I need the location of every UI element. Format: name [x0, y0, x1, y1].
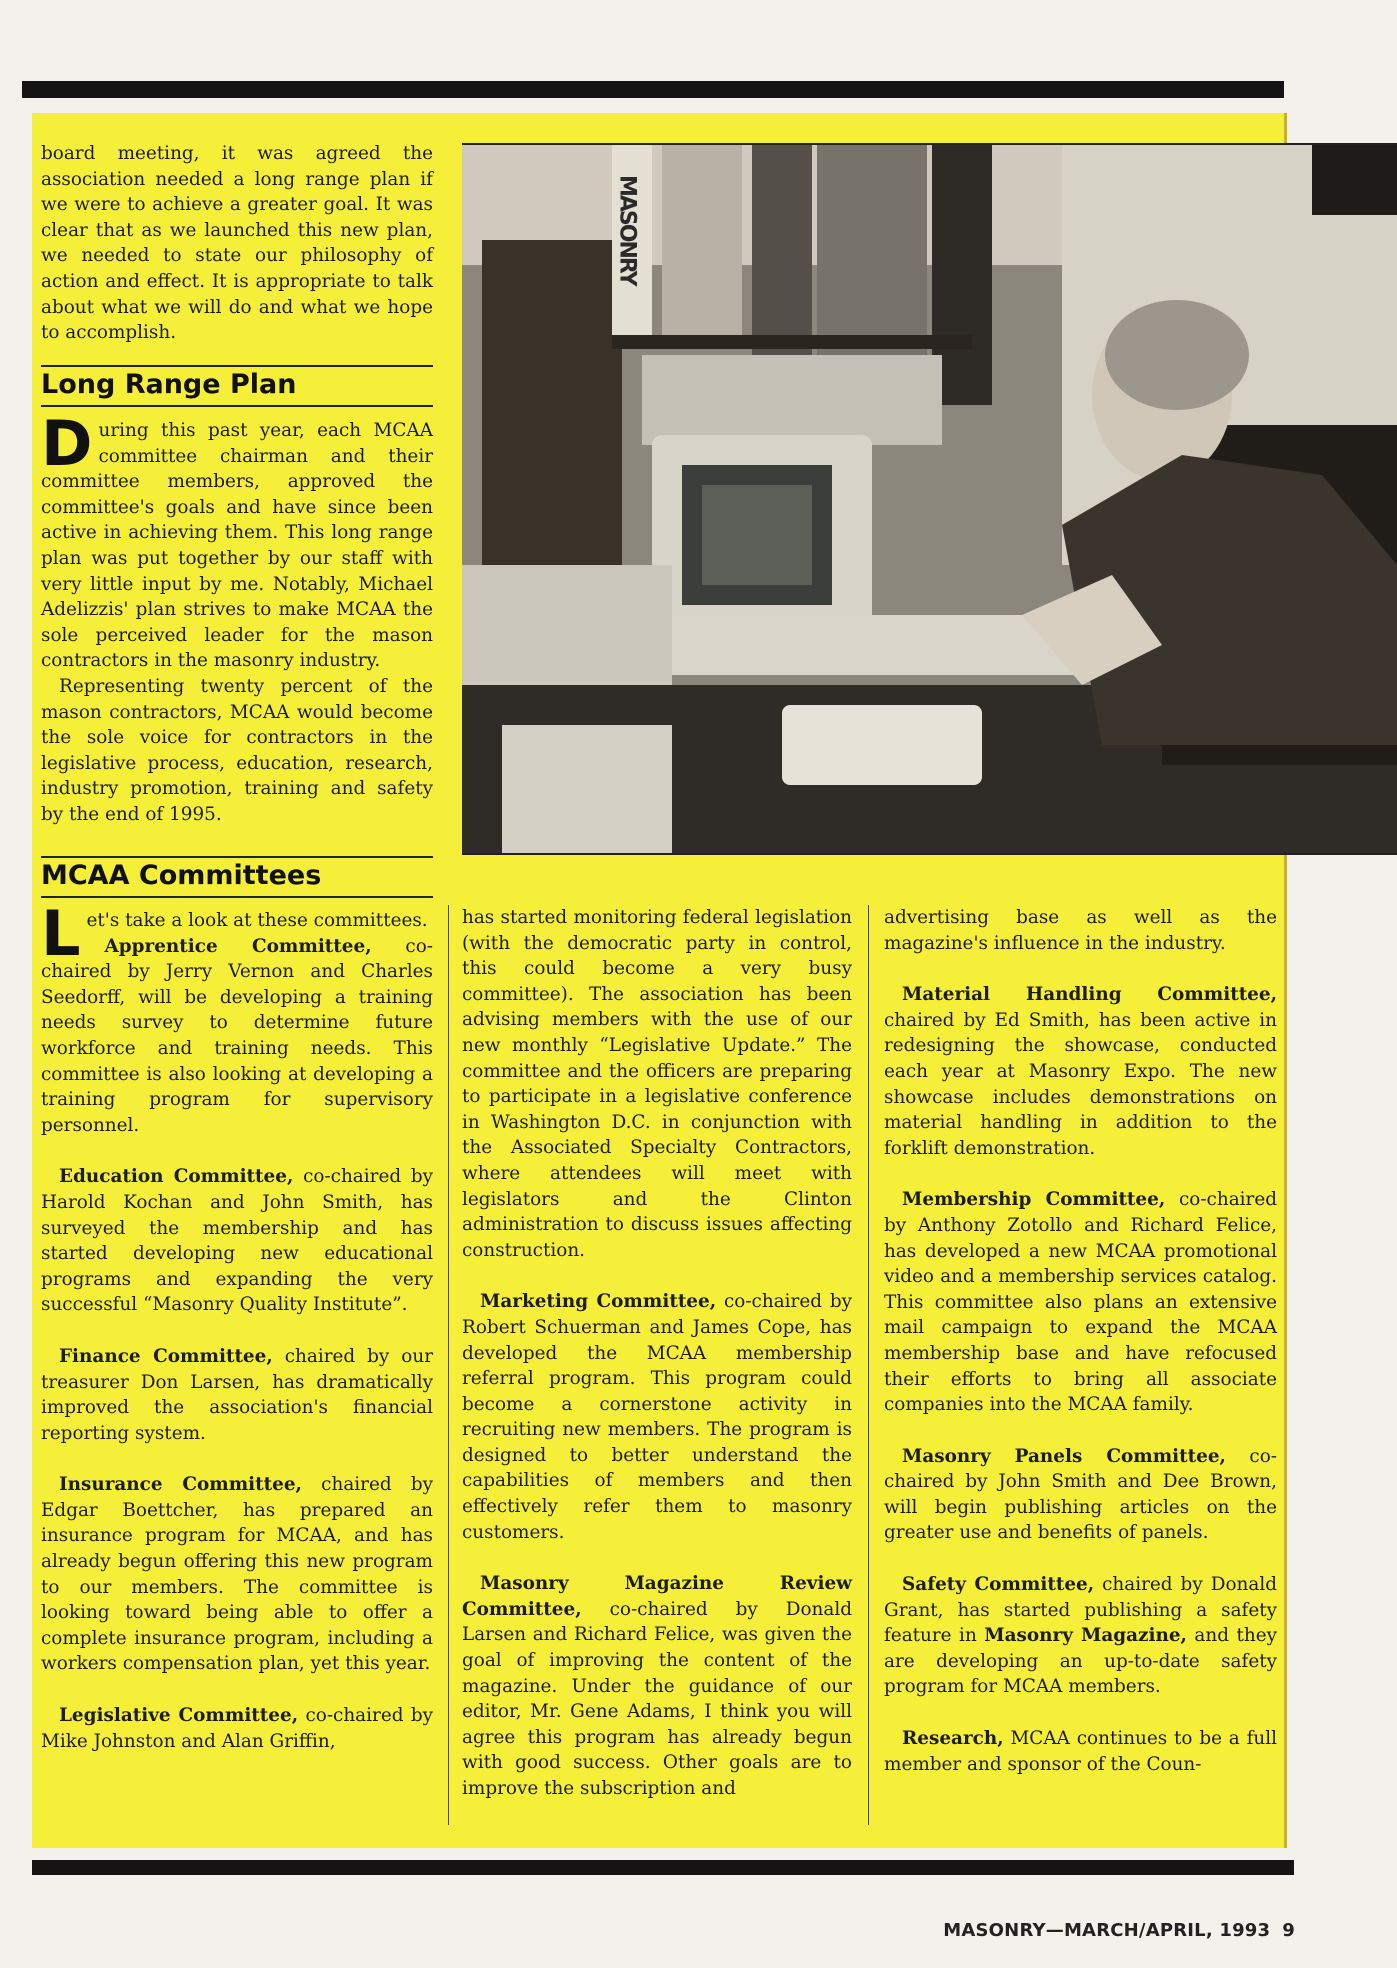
magazine-review-paragraph: [462, 1571, 852, 1801]
panels-title: Masonry Panels Committee,: [902, 1445, 1226, 1467]
magazine-review-text: co-chaired by Donald Larsen and Richard Felice, was given the goal of improving the content of the magazine. Under the guidance of our editor, Mr. Gene Adams, I think you will agree this program has already begun with good success. Other goals are to improve the subscription and: [462, 1598, 852, 1799]
page-folio: [943, 1920, 1295, 1941]
research-text: MCAA continues to be a full member and sponsor of the Coun-: [884, 1728, 1277, 1775]
column-1: [41, 141, 433, 346]
membership-paragraph: [884, 1187, 1277, 1417]
legislative-continued: has started monitoring federal legislation (with the democratic party in control, this could become a very busy committee). The association has been advising members with the use of our new monthly “Legislative Update.” The committee and the officers are preparing to participate in a legislative conference in Washington D.C. in conjunction with the Associated Specialty Contractors, where attendees will meet with legislators and the Clinton administration to discuss issues affecting construction.: [462, 907, 852, 1261]
top-rule: [22, 81, 1284, 98]
folio-text: MASONRY—MARCH/APRIL, 1993: [943, 1920, 1271, 1941]
material-handling-paragraph: [884, 982, 1277, 1161]
long-range-text-1: uring this past year, each MCAA committee chairman and their committee members, approved the committee's goals and have since been active in achieving them. This long range plan was put together by our staff with very little input by me. Notably, Michael Adelizzis' plan strives to make MCAA the sole perceived leader for the mason contractors in the masonry industry.: [41, 420, 433, 672]
insurance-text: chaired by Edgar Boettcher, has prepared an insurance program for MCAA, and has already begun offering this new program to our members. The committee is looking toward being able to offer a complete insurance program, including a workers compensation plan, yet this year.: [41, 1474, 433, 1675]
column-divider-1: [448, 905, 449, 1825]
panels-paragraph: [884, 1444, 1277, 1546]
education-title: Education Committee,: [59, 1166, 294, 1188]
education-paragraph: [41, 1164, 433, 1318]
material-handling-text: chaired by Ed Smith, has been active in redesigning the showcase, conducted each year at Masonry Expo. The new showcase includes demonstrations on material handling in addition to the forklift demonstration.: [884, 1009, 1277, 1159]
legislative-title: Legislative Committee,: [59, 1705, 299, 1727]
apprentice-paragraph: [41, 934, 433, 1139]
committees-intro-text: et's take a look at these committees.: [86, 910, 428, 931]
membership-title: Membership Committee,: [902, 1189, 1166, 1211]
membership-text: co-chaired by Anthony Zotollo and Richard Felice, has developed a new MCAA promotional video and a membership services catalog. This committee also plans an extensive mail campaign to expand the MCAA membership base and have refocused their efforts to bring all associate companies into the MCAA family.: [884, 1189, 1277, 1416]
office-photo: [462, 143, 1397, 855]
apprentice-text: co-chaired by Jerry Vernon and Charles Seedorff, will be developing a training needs survey to determine future workforce and training needs. This committee is also looking at developing a training program for supervisory personnel.: [41, 935, 433, 1136]
marketing-text: co-chaired by Robert Schuerman and James Cope, has developed the MCAA membership referral program. This program could become a cornerstone activity in recruiting new members. The program is designed to better understand the capabilities of members and then effectively refer them to masonry customers.: [462, 1291, 852, 1543]
legislative-text: co-chaired by Mike Johnston and Alan Griffin,: [41, 1705, 433, 1752]
finance-paragraph: [41, 1344, 433, 1446]
column-divider-2: [868, 905, 869, 1825]
legislative-paragraph: [41, 1703, 433, 1754]
column-3: [884, 905, 1277, 1777]
education-text: co-chaired by Harold Kochan and John Smith, has surveyed the membership and has started developing new educational programs and expanding the very successful “Masonry Quality Institute”.: [41, 1166, 433, 1316]
research-paragraph: [884, 1726, 1277, 1777]
committees-section-col1: [41, 897, 433, 1754]
drop-cap-d: D: [41, 407, 93, 480]
insurance-paragraph: [41, 1472, 433, 1677]
apprentice-title: Apprentice Committee,: [104, 935, 372, 957]
magazine-continued: advertising base as well as the magazine's influence in the industry.: [884, 907, 1277, 954]
safety-text-b: and they are developing an up-to-date safety program for MCAA members.: [884, 1625, 1278, 1698]
column-2: [462, 905, 852, 1802]
intro-paragraph: board meeting, it was agreed the association needed a long range plan if we were to achieve a greater goal. It was clear that as we launched this new plan, we needed to state our philosophy of action and effect. It is appropriate to talk about what we will do and what we hope to accomplish.: [41, 143, 433, 344]
long-range-paragraph-1: [41, 407, 433, 674]
book-spine-text: MASONRY: [614, 175, 640, 285]
panels-text: co-chaired by John Smith and Dee Brown, will begin publishing articles on the greater use and benefits of panels.: [884, 1445, 1277, 1544]
heading-long-range-plan: Long Range Plan: [41, 365, 433, 407]
magazine-review-title: Masonry Magazine Review Committee,: [462, 1573, 852, 1620]
marketing-paragraph: [462, 1289, 852, 1545]
safety-paragraph: [884, 1572, 1277, 1700]
office-photo-illustration: [462, 145, 1397, 853]
finance-text: chaired by our treasurer Don Larsen, has dramatically improved the association's financial reporting system.: [41, 1345, 433, 1444]
material-handling-title: Material Handling Committee,: [902, 984, 1277, 1006]
long-range-paragraph-2: Representing twenty percent of the mason contractors, MCAA would become the sole voice for contractors in the legislative process, education, research, industry promotion, training and safety by the end of 1995.: [41, 675, 433, 825]
heading-mcaa-committees: MCAA Committees: [41, 856, 433, 898]
safety-magazine-name: Masonry Magazine,: [984, 1625, 1187, 1647]
marketing-title: Marketing Committee,: [480, 1291, 717, 1313]
finance-title: Finance Committee,: [59, 1345, 273, 1367]
bottom-rule: [32, 1860, 1294, 1875]
safety-title: Safety Committee,: [902, 1574, 1095, 1596]
insurance-title: Insurance Committee,: [59, 1474, 302, 1496]
page-number: 9: [1282, 1920, 1295, 1941]
research-title: Research,: [902, 1728, 1004, 1750]
safety-text-a: chaired by Donald Grant, has started publishing a safety feature in: [884, 1574, 1277, 1647]
long-range-plan-section: [41, 407, 433, 828]
drop-cap-l: L: [41, 897, 81, 970]
